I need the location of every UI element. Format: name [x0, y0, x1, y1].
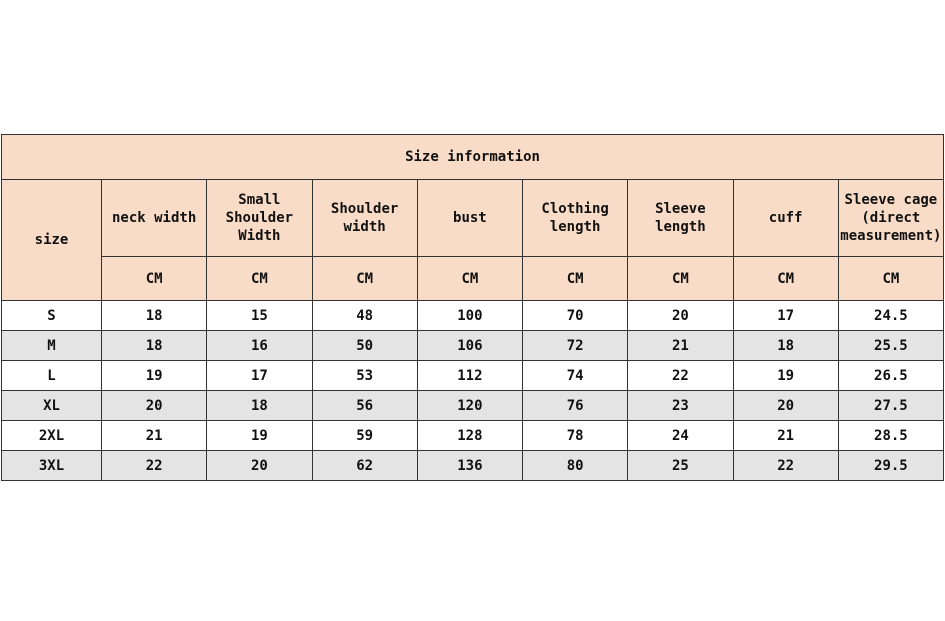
table-cell: 23 — [628, 391, 733, 421]
title-row — [2, 135, 944, 180]
unit-label: CM — [417, 257, 522, 301]
column-header-small-shoulder-width: Small Shoulder Width — [207, 180, 312, 257]
table-cell: 100 — [417, 301, 522, 331]
unit-label: CM — [312, 257, 417, 301]
table-cell: 56 — [312, 391, 417, 421]
table-cell: 20 — [628, 301, 733, 331]
table-cell: 120 — [417, 391, 522, 421]
table-row — [2, 451, 944, 481]
table-cell: 22 — [628, 361, 733, 391]
table-cell: 20 — [207, 451, 312, 481]
size-header: size — [2, 180, 102, 301]
table-cell: 29.5 — [838, 451, 943, 481]
table-cell: 80 — [523, 451, 628, 481]
table-cell: 26.5 — [838, 361, 943, 391]
table-row — [2, 301, 944, 331]
size-cell: XL — [2, 391, 102, 421]
table-cell: 70 — [523, 301, 628, 331]
table-cell: 25 — [628, 451, 733, 481]
column-header-sleeve-cage: Sleeve cage (direct measurement) — [838, 180, 943, 257]
size-cell: M — [2, 331, 102, 361]
table-cell: 28.5 — [838, 421, 943, 451]
table-cell: 22 — [733, 451, 838, 481]
table-cell: 62 — [312, 451, 417, 481]
size-cell: 3XL — [2, 451, 102, 481]
unit-label: CM — [207, 257, 312, 301]
table-cell: 25.5 — [838, 331, 943, 361]
table-cell: 27.5 — [838, 391, 943, 421]
table-cell: 22 — [102, 451, 207, 481]
unit-label: CM — [838, 257, 943, 301]
table-cell: 18 — [207, 391, 312, 421]
table-cell: 15 — [207, 301, 312, 331]
table-cell: 20 — [102, 391, 207, 421]
table-cell: 53 — [312, 361, 417, 391]
column-header-cuff: cuff — [733, 180, 838, 257]
table-cell: 112 — [417, 361, 522, 391]
unit-row — [2, 257, 944, 301]
table-cell: 78 — [523, 421, 628, 451]
table-cell: 20 — [733, 391, 838, 421]
column-header-sleeve-length: Sleeve length — [628, 180, 733, 257]
table-cell: 17 — [207, 361, 312, 391]
table-cell: 50 — [312, 331, 417, 361]
table-cell: 24 — [628, 421, 733, 451]
size-chart-table — [1, 134, 944, 481]
unit-label: CM — [523, 257, 628, 301]
size-cell: L — [2, 361, 102, 391]
unit-label: CM — [733, 257, 838, 301]
column-header-shoulder-width: Shoulder width — [312, 180, 417, 257]
table-cell: 18 — [102, 331, 207, 361]
table-cell: 128 — [417, 421, 522, 451]
table-row — [2, 391, 944, 421]
table-cell: 72 — [523, 331, 628, 361]
size-cell: S — [2, 301, 102, 331]
unit-label: CM — [628, 257, 733, 301]
table-cell: 74 — [523, 361, 628, 391]
table-cell: 19 — [102, 361, 207, 391]
table-cell: 76 — [523, 391, 628, 421]
table-cell: 59 — [312, 421, 417, 451]
table-cell: 21 — [102, 421, 207, 451]
unit-label: CM — [102, 257, 207, 301]
table-cell: 18 — [733, 331, 838, 361]
table-cell: 16 — [207, 331, 312, 361]
table-cell: 19 — [207, 421, 312, 451]
size-cell: 2XL — [2, 421, 102, 451]
table-cell: 21 — [733, 421, 838, 451]
table-cell: 18 — [102, 301, 207, 331]
column-header-clothing-length: Clothing length — [523, 180, 628, 257]
table-cell: 24.5 — [838, 301, 943, 331]
table-cell: 19 — [733, 361, 838, 391]
table-row — [2, 361, 944, 391]
table-cell: 136 — [417, 451, 522, 481]
table-cell: 48 — [312, 301, 417, 331]
column-header-row — [2, 180, 944, 257]
column-header-neck-width: neck width — [102, 180, 207, 257]
table-cell: 21 — [628, 331, 733, 361]
table-cell: 106 — [417, 331, 522, 361]
table-title: Size information — [2, 135, 944, 180]
table-row — [2, 331, 944, 361]
column-header-bust: bust — [417, 180, 522, 257]
table-row — [2, 421, 944, 451]
table-cell: 17 — [733, 301, 838, 331]
